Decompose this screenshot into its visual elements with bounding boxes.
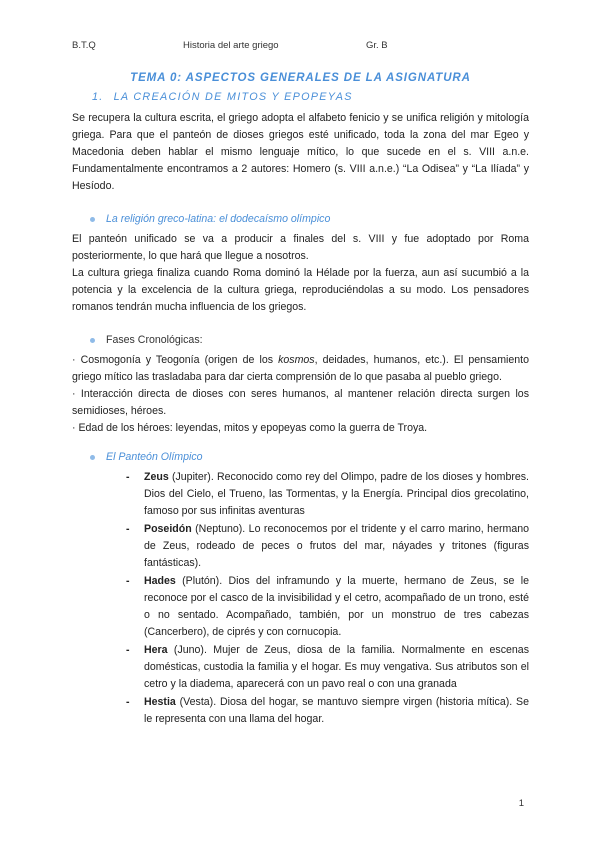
- bullet-dot-icon: [90, 338, 95, 343]
- bullet-phases-text: Fases Cronológicas:: [106, 334, 203, 346]
- god-description: (Vesta). Diosa del hogar, se mantuvo siempre virgen (historia mítica). Se le representa con una llama del hogar.: [144, 696, 529, 725]
- section-number: 1.: [92, 91, 104, 103]
- god-item-hades: [126, 573, 529, 641]
- god-name: Poseidón: [144, 523, 192, 535]
- dash-marker: -: [126, 644, 130, 656]
- god-description: (Neptuno). Lo reconocemos por el tridente y el carro marino, hermano de Zeus, rodeado de peces o frutos del mar, náyades y tritones (figuras fantásticas).: [144, 523, 529, 569]
- god-description: (Jupiter). Reconocido como rey del Olimpo, padre de los dioses y hombres. Dios del Cielo, el Trueno, las Tormentas, y la Energía. Principal dios grecolatino, famoso por sus infinitas aventuras: [144, 471, 529, 517]
- dash-marker: -: [126, 523, 130, 535]
- bullet-pantheon-text: El Panteón Olímpico: [106, 451, 203, 463]
- phase-2: · Interacción directa de dioses con seres humanos, al mantener relación directa surgen los semidioses, héroes.: [72, 388, 529, 417]
- god-item-hestia: [126, 694, 529, 728]
- page-header: [0, 40, 600, 54]
- bullet-phases: [90, 332, 529, 349]
- bullet-religion: [90, 211, 529, 228]
- god-name: Hades: [144, 575, 176, 587]
- phase-3: · Edad de los héroes: leyendas, mitos y epopeyas como la guerra de Troya.: [72, 422, 428, 434]
- intro-paragraph: Se recupera la cultura escrita, el griego adopta el alfabeto fenicio y se unifica religión y mitología griega. Para que el panteón de dioses griegos esté unificado, toda la zona del mar Egeo y Macedonia deben hablar el mismo lenguaje mítico, lo que sucede en el s. VIII a.n.e. Fundamentalmente encontramos a 2 autores: Homero (s. VIII a.n.e.) “La Odisea” y “La Ilíada” y Hesíodo.: [72, 112, 529, 192]
- god-name: Hera: [144, 644, 168, 656]
- bullet-dot-icon: [90, 455, 95, 460]
- god-description: (Plutón). Dios del inframundo y la muerte, hermano de Zeus, se le reconoce por el casco de la invisibilidad y el cetro, acompañado de un trono, esté o no sentado. Acompañado, también, por un monstruo de tres cabezas (Cancerbero), de ciprés y con cornucopia.: [144, 575, 529, 638]
- phase-1: [72, 352, 529, 386]
- dash-marker: -: [126, 471, 130, 483]
- section-heading: [92, 89, 529, 106]
- religion-paragraph-2: La cultura griega finaliza cuando Roma dominó la Hélade por la fuerza, aun así sucumbió a la potencia y la excelencia de la cultura griega, reproduciéndolas a su modo. Los pensadores romanos tendrán mucha influencia de los griegos.: [72, 267, 529, 313]
- bullet-dot-icon: [90, 217, 95, 222]
- god-item-hera: [126, 642, 529, 693]
- bullet-religion-text: La religión greco-latina: el dodecaísmo olímpico: [106, 213, 331, 225]
- god-name: Zeus: [144, 471, 169, 483]
- dash-marker: -: [126, 575, 130, 587]
- phase-1-text: · Cosmogonía y Teogonía (origen de los: [72, 354, 279, 366]
- gods-list: [126, 469, 529, 728]
- document-body: [72, 68, 529, 729]
- bullet-pantheon: [90, 449, 529, 466]
- god-item-poseidon: [126, 521, 529, 572]
- god-item-zeus: [126, 469, 529, 520]
- god-name: Hestia: [144, 696, 176, 708]
- header-group: Gr. B: [366, 40, 388, 51]
- document-title: TEMA 0: ASPECTOS GENERALES DE LA ASIGNATURA: [130, 72, 471, 84]
- page-number: 1: [518, 798, 524, 809]
- phase-1-italic: kosmos: [278, 354, 315, 366]
- phase-1-text-cont: , deidades, humanos, etc.). El pensamiento griego mítico las trasladaba para dar cierta comprensión de lo que pasaba al pueblo griego.: [72, 354, 529, 383]
- dash-marker: -: [126, 696, 130, 708]
- header-course: Historia del arte griego: [183, 40, 279, 51]
- god-description: (Juno). Mujer de Zeus, diosa de la familia. Normalmente en escenas domésticas, custodia la familia y el hogar. Es muy vengativa. Sus atributos son el cetro y la diadema, aparecerá con un pavo real o con una granada: [144, 644, 529, 690]
- section-heading-text: LA CREACIÓN DE MITOS Y EPOPEYAS: [113, 91, 353, 103]
- header-initials: B.T.Q: [72, 40, 96, 51]
- religion-paragraph-1: El panteón unificado se va a producir a finales del s. VIII y fue adoptado por Roma posteriormente, lo que hará que llegue a nosotros.: [72, 233, 529, 262]
